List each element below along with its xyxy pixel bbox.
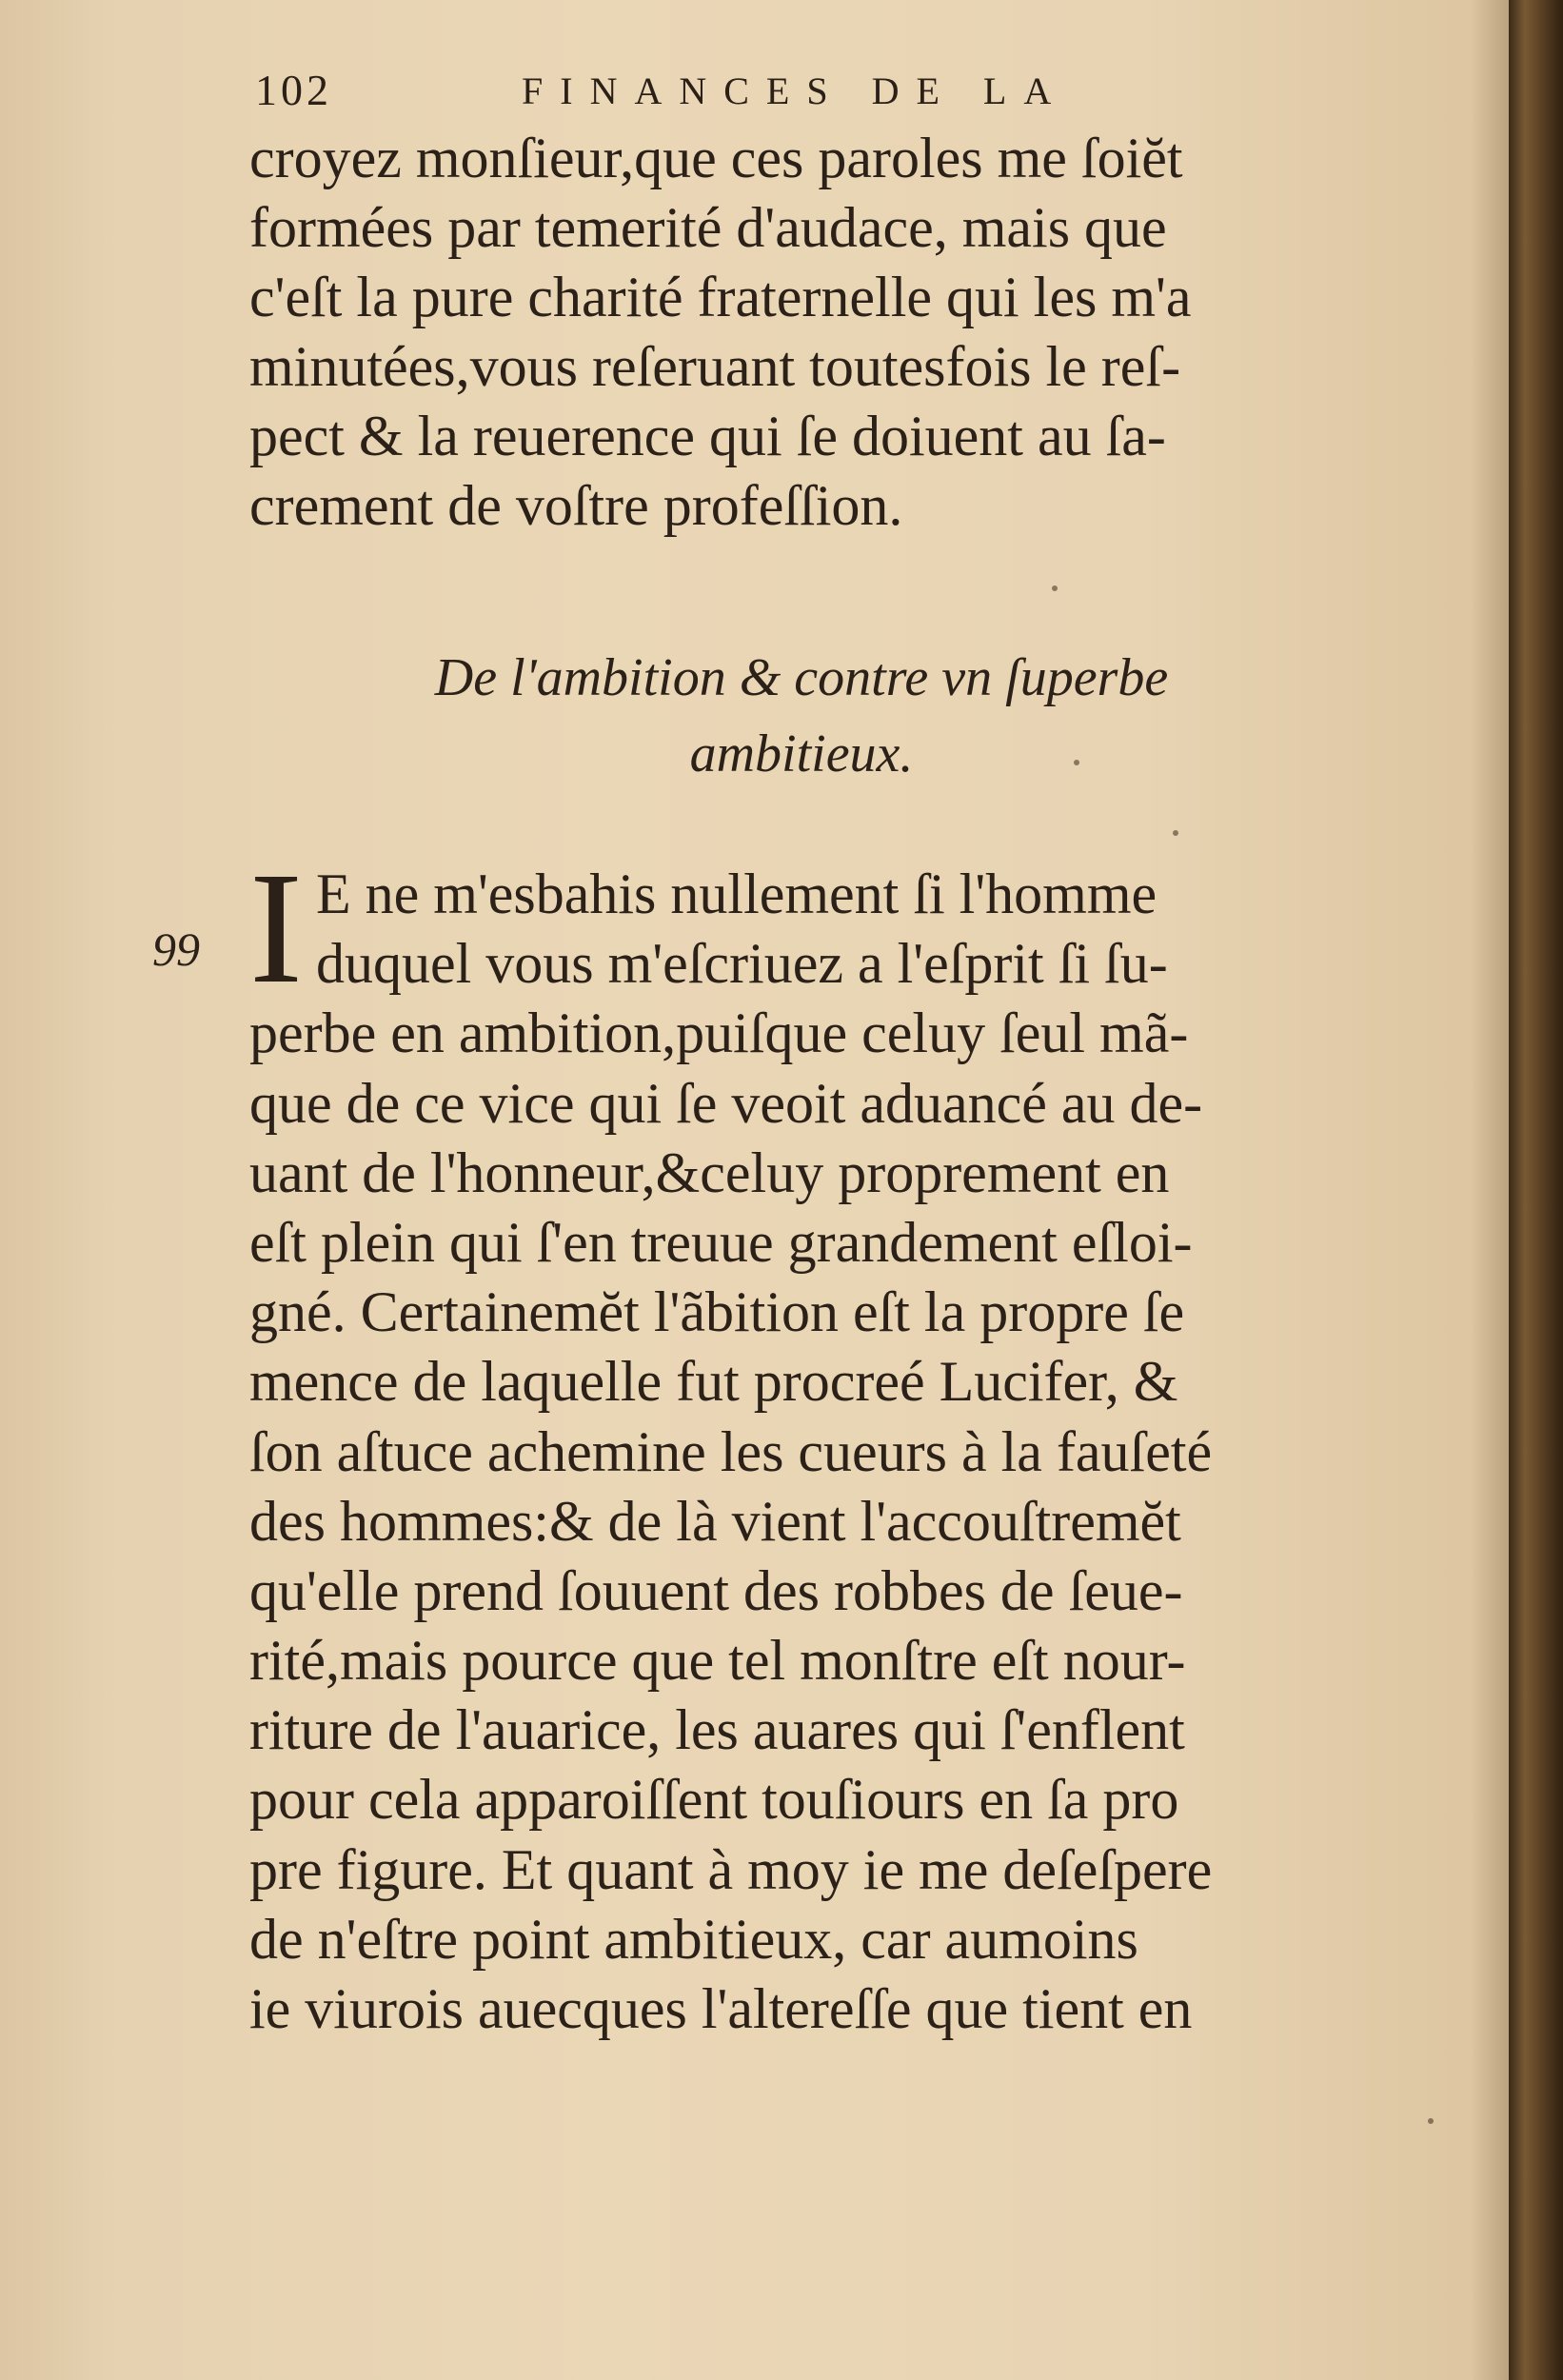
ink-speck bbox=[1052, 585, 1058, 591]
text-block-2 bbox=[249, 840, 1354, 2044]
text-line: minutées,vous reſeruant toutesfois le reſ- bbox=[249, 335, 1181, 398]
page-number: 102 bbox=[255, 66, 332, 114]
margin-note: 99 bbox=[152, 922, 200, 976]
text-line: E ne m'esbahis nullement ſi l'homme bbox=[316, 863, 1157, 925]
heading-line: ambitieux. bbox=[689, 724, 914, 783]
text-line: ſon aſtuce achemine les cueurs à la fauſeté bbox=[249, 1419, 1213, 1483]
page-header bbox=[255, 65, 1359, 122]
ink-speck bbox=[1428, 2118, 1434, 2124]
text-line: formées par temerité d'audace, mais que bbox=[249, 196, 1167, 259]
text-line: eſt plein qui ſ'en treuue grandement eſloi- bbox=[249, 1210, 1193, 1274]
text-line: riture de l'auarice, les auares qui ſ'enflent bbox=[249, 1698, 1185, 1762]
text-line: que de ce vice qui ſe veoit aduancé au de- bbox=[249, 1071, 1203, 1135]
text-line: mence de laquelle fut procreé Lucifer, & bbox=[249, 1350, 1178, 1414]
book-edge bbox=[1509, 0, 1563, 2380]
text-line: des hommes:& de là vient l'accouſtremĕt bbox=[249, 1489, 1181, 1553]
text-line: duquel vous m'eſcriuez a l'eſprit ſi ſu- bbox=[316, 932, 1168, 996]
text-line: crement de voſtre profeſſion. bbox=[249, 474, 903, 537]
heading-line: De l'ambition & contre vn ſuperbe bbox=[434, 648, 1169, 707]
text-line: uant de l'honneur,&celuy proprement en bbox=[249, 1140, 1170, 1204]
drop-cap: I bbox=[249, 840, 303, 1017]
text-line: gné. Certainemĕt l'ãbition eſt la propre ſe bbox=[249, 1280, 1185, 1344]
section-heading bbox=[249, 640, 1354, 792]
text-line: rité,mais pource que tel monſtre eſt nour- bbox=[249, 1629, 1186, 1693]
text-line: c'eſt la pure charité fraternelle qui les m'a bbox=[249, 266, 1192, 328]
text-line: pour cela apparoiſſent touſiours en ſa pro bbox=[249, 1768, 1179, 1832]
text-line: de n'eſtre point ambitieux, car aumoins bbox=[249, 1907, 1138, 1971]
text-line: pre figure. Et quant à moy ie me deſeſpere bbox=[249, 1837, 1213, 1901]
running-title: FINANCES DE LA bbox=[522, 69, 1069, 112]
text-line: perbe en ambition,puiſque celuy ſeul mã- bbox=[249, 1002, 1189, 1065]
text-line: ie viurois auecques l'altereſſe que tient en bbox=[249, 1977, 1193, 2040]
text-line: qu'elle prend ſouuent des robbes de ſeue- bbox=[249, 1558, 1183, 1622]
text-line: croyez monſieur,que ces paroles me ſoiĕt bbox=[249, 127, 1183, 189]
ink-speck bbox=[1074, 760, 1079, 765]
text-line: pect & la reuerence qui ſe doiuent au ſa- bbox=[249, 405, 1166, 467]
text-block-1 bbox=[249, 124, 1354, 541]
ink-speck bbox=[1173, 830, 1178, 836]
